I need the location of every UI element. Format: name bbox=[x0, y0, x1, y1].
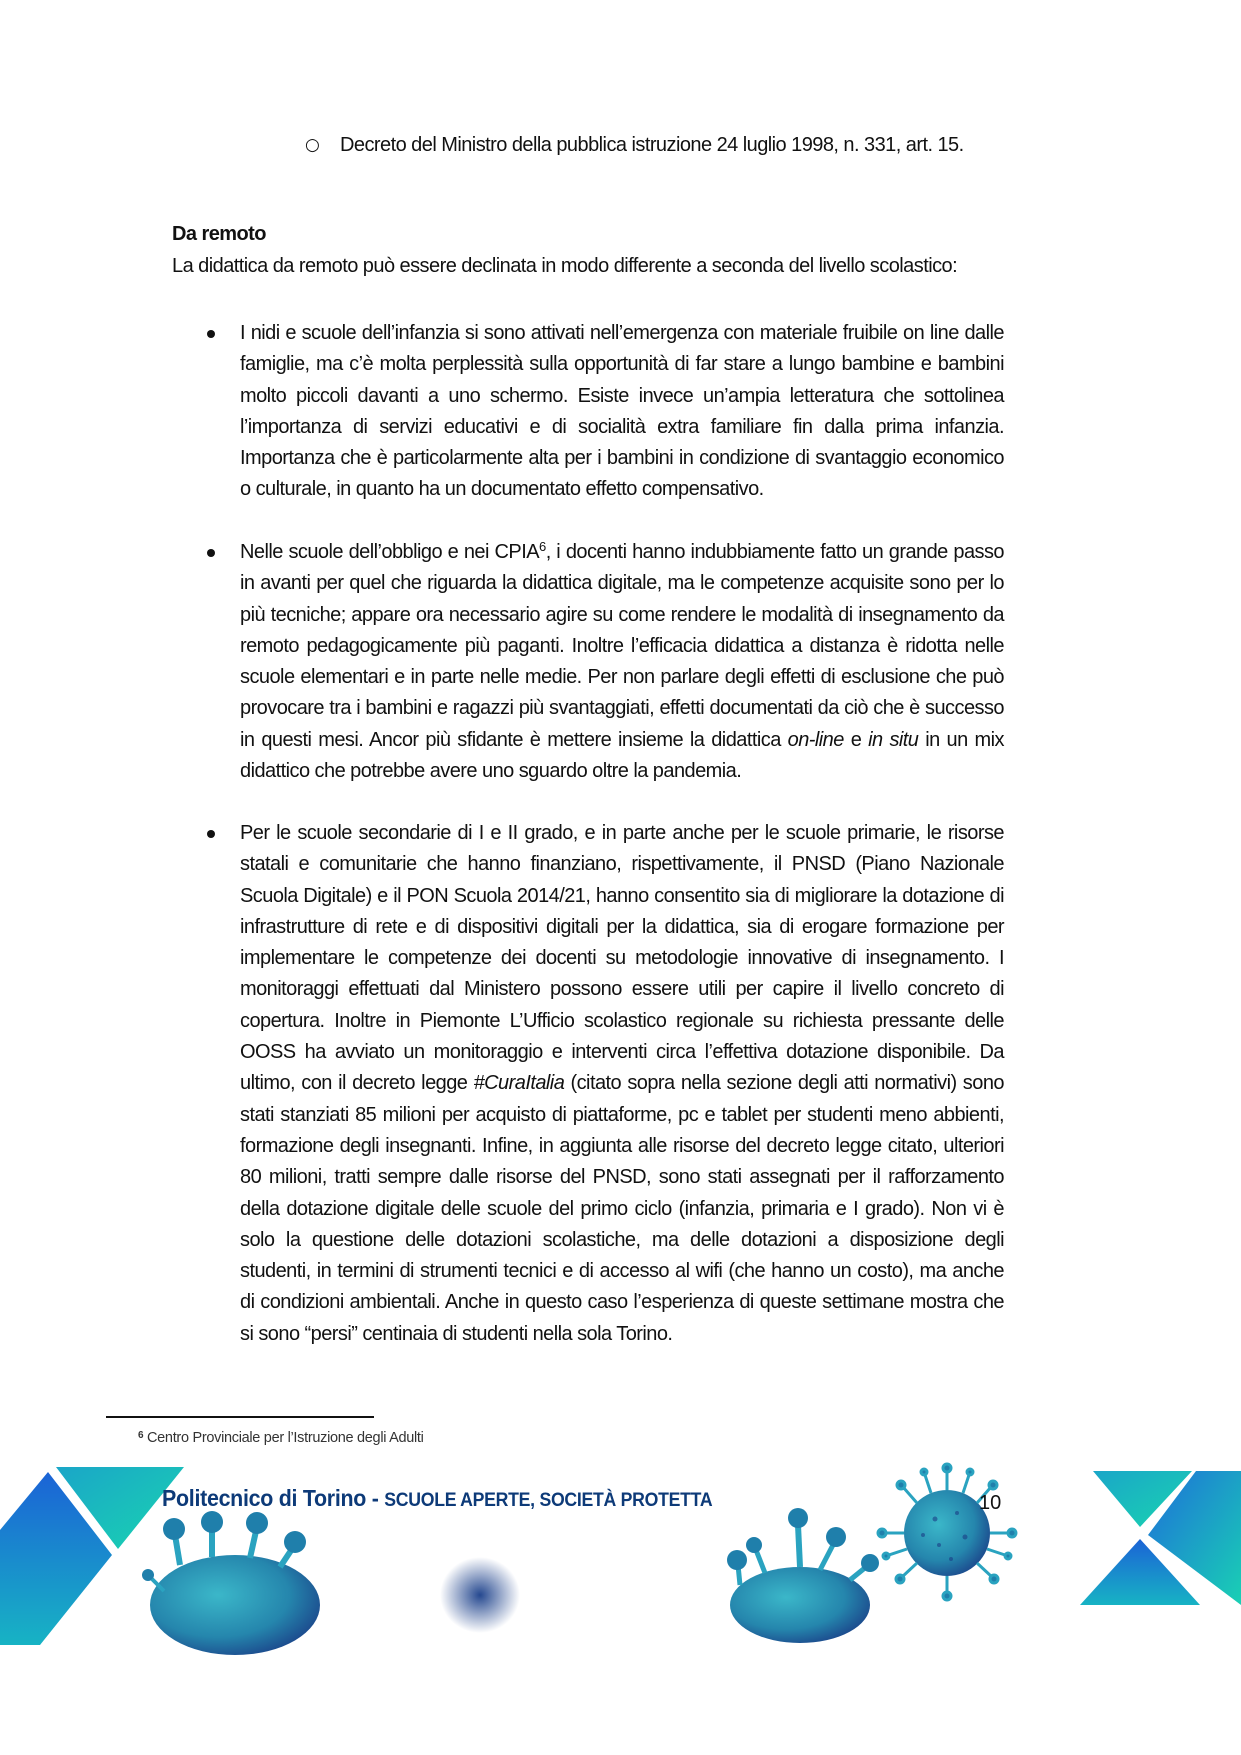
text-run: e bbox=[843, 728, 869, 751]
footnote-reference[interactable]: 6 bbox=[539, 539, 546, 554]
text-run: Per le scuole secondarie di I e II grado, e in parte anche per le scuole primarie, le risorse statali e comunitarie che hanno finanziano, rispettivamente, il PNSD (Piano Nazionale Scuola Digitale) e il PON Scuola 2014/21, hanno consentito sia di migliorare la dotazione di infrastrutture di rete e di dispositivi digitali per la didattica, sia di erogare formazione per implementare le competenze dei docenti su metodologie innovative di insegnamento. I monitoraggi effettuati dal Ministero possono essere utili per capire il livello concreto di copertura. Inoltre in Piemonte L’Ufficio scolastico regionale su richiesta pressante delle OOSS ha avviato un monitoraggio e interventi circa l’effettiva dotazione disponibile. Da ultimo, con il decreto legge bbox=[240, 822, 1004, 1095]
footnote-text: Centro Provinciale per l’Istruzione degli Adulti bbox=[147, 1430, 424, 1446]
footer-banner bbox=[0, 1455, 1241, 1755]
list-item-text: I nidi e scuole dell’infanzia si sono attivati nell’emergenza con materiale fruibile on line dalle famiglie, ma c’è molta perplessità sulla opportunità di far stare a lungo bambine e bambini molto piccoli davanti a uno schermo. Esiste invece un’ampia letteratura che sottolinea l’importanza di servizi educativi e di socialità extra familiare fin dalla prima infanzia. Importanza che è particolarmente alta per i bambini in condizione di svantaggio economico o culturale, in quanto ha un documentato effetto compensativo. bbox=[240, 322, 1004, 501]
sub-list-item: Decreto del Ministro della pubblica istruzione 24 luglio 1998, n. 331, art. 15. bbox=[340, 134, 964, 156]
italic-term: in situ bbox=[868, 728, 919, 751]
text-run: Nelle scuole dell’obbligo e nei CPIA bbox=[240, 541, 539, 563]
geometric-triangles-right-icon bbox=[1080, 1471, 1241, 1605]
hashtag-term: #CuraItalia bbox=[473, 1072, 565, 1095]
virus-icon bbox=[878, 1464, 1016, 1600]
footer-title bbox=[162, 1485, 712, 1512]
filled-circle-bullet-icon bbox=[207, 549, 215, 557]
list-item-text bbox=[240, 537, 1004, 787]
footer-title-main: Politecnico di Torino - bbox=[162, 1485, 385, 1511]
virus-icon bbox=[727, 1508, 879, 1643]
filled-circle-bullet-icon bbox=[207, 830, 215, 838]
footnote bbox=[138, 1430, 424, 1446]
list-item-text bbox=[240, 818, 1004, 1350]
text-run: in un mix didattico che potrebbe avere uno sguardo oltre la pandemia. bbox=[240, 728, 1004, 783]
text-run: , i docenti hanno indubbiamente fatto un grande passo in avanti per quel che riguarda la didattica digitale, ma le competenze acquisite sono per lo più tecniche; appare ora necessario agire su come rendere le modalità di insegnamento da remoto pedagogicamente più paganti. Inoltre l’efficacia didattica a distanza è ridotta nelle scuole elementari e in parte nelle medie. Per non parlare degli effetti di esclusione che può provocare tra i bambini e ragazzi più svantaggiati, effetti documentati da ciò che è successo in questi mesi. Ancor più sfidante è mettere insieme la didattica bbox=[240, 541, 1004, 751]
section-intro: La didattica da remoto può essere declinata in modo differente a seconda del livello scolastico: bbox=[172, 255, 958, 277]
hollow-circle-bullet-icon: ○ bbox=[305, 135, 320, 155]
blurred-virus-icon bbox=[440, 1557, 520, 1633]
text-run: (citato sopra nella sezione degli atti normativi) sono stati stanziati 85 milioni per acquisto di piattaforme, pc e tablet per studenti meno abbienti, formazione degli insegnanti. Infine, in aggiunta alle risorse del decreto legge citato, ulteriori 80 milioni, tratti sempre dalle risorse del PNSD, sono stati assegnati per il rafforzamento della dotazione digitale delle scuole del primo ciclo (infanzia, primaria e I grado). Non vi è solo la questione delle dotazioni scolastiche, ma delle dotazioni a disposizione degli studenti, in termini di strumenti tecnici e di accesso al wifi (che hanno un costo), ma anche di condizioni ambientali. Anche in questo caso l’esperienza di queste settimane mostra che si sono “persi” centinaia di studenti nella sola Torino. bbox=[240, 1072, 1004, 1345]
footnote-separator bbox=[106, 1416, 374, 1418]
section-heading: Da remoto bbox=[172, 223, 266, 245]
virus-icon bbox=[142, 1511, 320, 1655]
footer-title-sub: SCUOLE APERTE, SOCIETÀ PROTETTA bbox=[384, 1490, 713, 1511]
page-number: 10 bbox=[979, 1492, 1002, 1514]
filled-circle-bullet-icon bbox=[207, 330, 215, 338]
italic-term: on-line bbox=[787, 728, 844, 751]
footnote-number: 6 bbox=[138, 1430, 144, 1441]
